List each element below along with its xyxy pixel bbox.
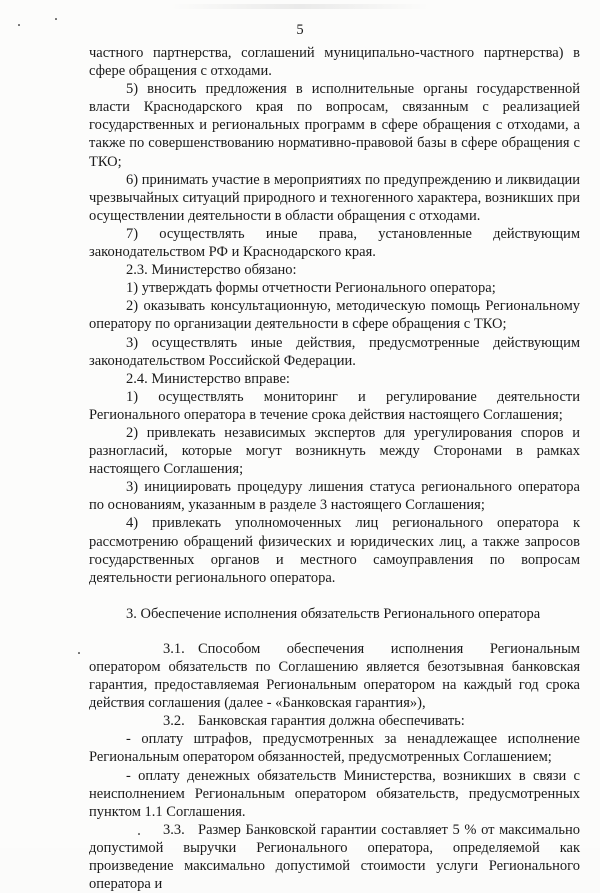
list-item: 1) утверждать формы отчетности Регионального оператора; (126, 280, 496, 297)
paragraph: 7) осуществлять иные права, установленные действующим законодательством РФ и Краснодарского края. (89, 225, 580, 261)
list-item: 1) осуществлять мониторинг и регулирование деятельности Регионального оператора в течение срока действия настоящего Соглашения; (89, 388, 580, 423)
scan-speck (78, 652, 80, 654)
clause-number: 3.2. (163, 713, 185, 730)
list-item: 2) оказывать консультационную, методическую помощь Региональному оператору по организации деятельности в сфере обращения с ТКО; (89, 298, 580, 333)
list-item: 3) осуществлять иные действия, предусмотренные действующим законодательством Российской Федерации. (89, 334, 580, 369)
subsection-heading: 2.4. Министерство вправе: (126, 370, 290, 387)
list-item: 3) инициировать процедуру лишения статуса регионального оператора по основаниям, указанным в разделе 3 настоящего Соглашения; (89, 479, 580, 514)
clause-number: 3.3. (163, 821, 185, 838)
clause-text: Банковская гарантия должна обеспечивать: (198, 713, 465, 730)
scan-speck (55, 18, 57, 20)
clause-3-2 (89, 712, 580, 730)
document-body (89, 44, 580, 893)
scan-artifact (170, 4, 430, 9)
page-number: 5 (296, 22, 304, 38)
subsection-heading: 2.3. Министерство обязано: (126, 262, 297, 279)
list-item: - оплату денежных обязательств Министерства, возникших в связи с неисполнением Региональным оператором обязательств, предусмотренных пунктом 1.1 Соглашения. (89, 767, 580, 820)
section-heading: 3. Обеспечение исполнения обязательств Регионального оператора (126, 605, 541, 622)
paragraph: частного партнерства, соглашений муниципально-частного партнерства) в сфере обращения с отходами. (89, 45, 580, 80)
paragraph: 5) вносить предложения в исполнительные органы государственной власти Краснодарского края по вопросам, связанным с реализацией государственных и региональных программ в сфере обращения с отходами, а также по совершенствованию нормативно-правовой базы в сфере обращения с ТКО; (89, 81, 580, 170)
clause-3-3 (89, 821, 580, 893)
list-item: 2) привлекать независимых экспертов для урегулирования споров и разногласий, которые могут возникнуть между Сторонами в рамках настоящего Соглашения; (89, 424, 580, 478)
clause-text: Размер Банковской гарантии составляет 5 % от максимально допустимой выручки Регионального оператора, определяемой как произведение максимально допустимой стоимости услуги Регионального оператора и (89, 821, 580, 893)
list-item: 4) привлекать уполномоченных лиц регионального оператора к рассмотрению обращений физических и юридических лиц, а также запросов государственных органов и местного самоуправления по вопросам деятельности регионального оператора. (89, 515, 580, 586)
paragraph: 6) принимать участие в мероприятиях по предупреждению и ликвидации чрезвычайных ситуаций природного и техногенного характера, возникших при осуществлении деятельности в области обращения с отходами. (89, 171, 580, 224)
clause-3-1 (89, 640, 580, 712)
clause-text: Способом обеспечения исполнения Региональным оператором обязательств по Соглашению является безотзывная банковская гарантия, предоставляемая Региональным оператором на каждый год срока действия соглашения (далее - «Банковская гарантия»), (89, 640, 580, 712)
clause-number: 3.1. (163, 640, 185, 657)
list-item: - оплату штрафов, предусмотренных за ненадлежащее исполнение Региональным оператором обязанностей, предусмотренных Соглашением; (89, 731, 580, 766)
